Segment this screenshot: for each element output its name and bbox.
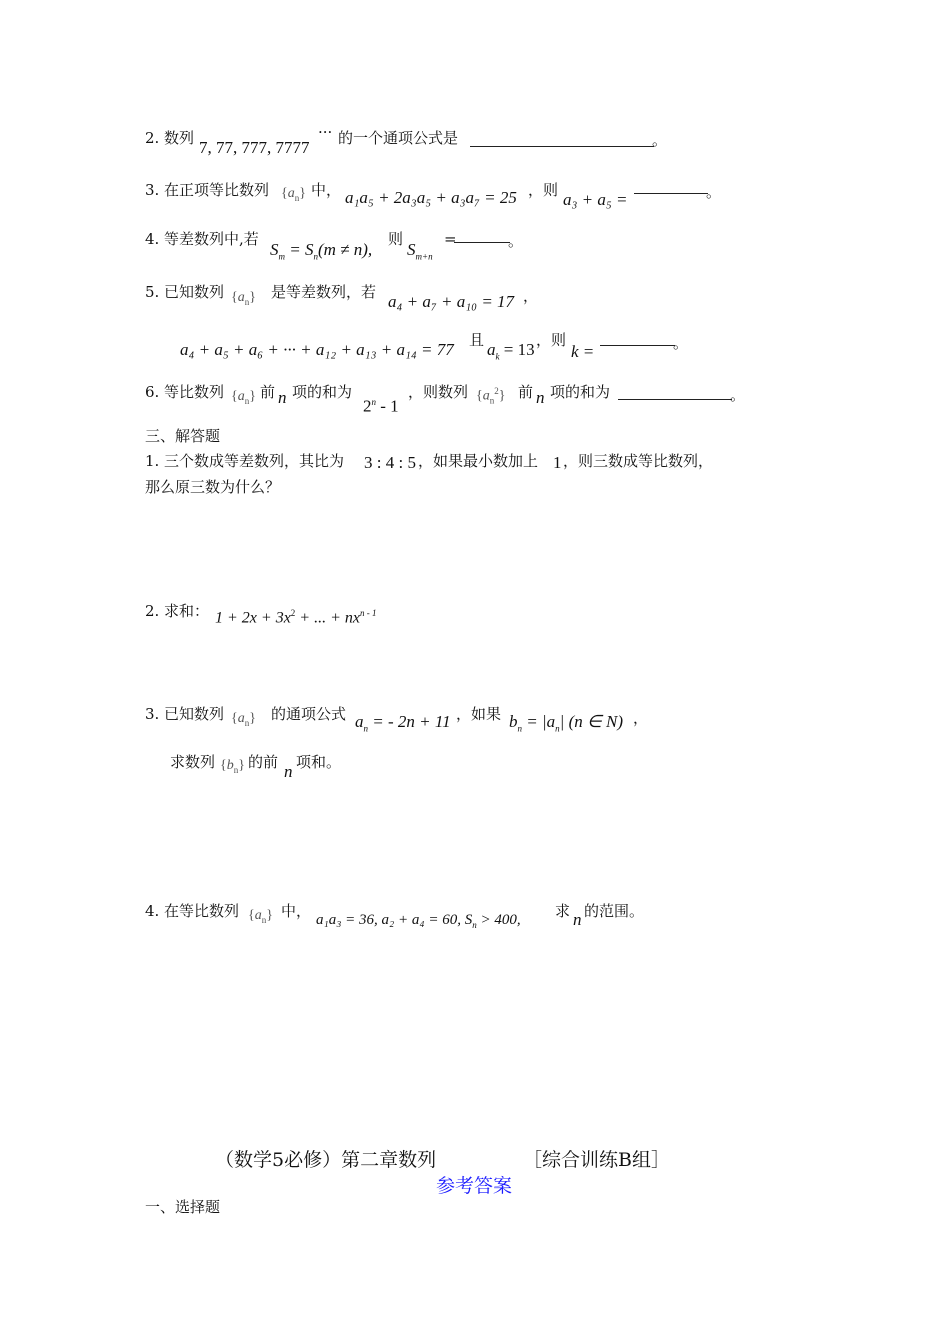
q3-target: a₃ + a₅ = [563, 190, 628, 209]
q6-number: 6. [145, 383, 160, 401]
p1-number: 1. [145, 452, 160, 470]
p3-label: 已知数列 [164, 705, 225, 723]
p3-n: n [284, 762, 293, 781]
q4-answer-blank [454, 242, 510, 243]
q5-mid: 是等差数列，若 [271, 283, 377, 301]
p3-formula: $a_n$ = - 2n + 11 [355, 712, 451, 734]
q3-then: ，则 [528, 181, 559, 199]
q5-label: 已知数列 [164, 283, 225, 301]
q2-sequence: 7, 77, 777, 7777 [199, 138, 310, 157]
p3-line2c: 项和。 [296, 753, 342, 771]
footer-group: ［综合训练B组］ [523, 1149, 670, 1171]
p4-end: 的范围。 [584, 902, 645, 920]
p3-line2b: 的前 [248, 753, 279, 771]
q2-number: 2. [145, 129, 160, 147]
q5-k: k = [571, 342, 595, 361]
p3-sequence-brace-2: $\{b_n\}$ [220, 758, 245, 775]
q2-answer-blank [470, 146, 654, 147]
footer-title: （数学5必修）第二章数列 [215, 1149, 437, 1171]
q5-ak: $a_k = 13$ [487, 340, 535, 362]
p3-end: ， [633, 709, 649, 727]
q3-answer-blank [634, 193, 708, 194]
p3-line2a: 求数列 [170, 753, 216, 771]
p4-n: n [573, 910, 582, 929]
p2-formula: $1 + 2x + 3x^2$ + ... + $nx^{n - 1}$ [215, 608, 377, 627]
q5-and: 且 [469, 331, 485, 349]
p3-comma: ，如果 [456, 705, 502, 723]
q4-end: 。 [508, 232, 524, 250]
p4-formula: a₁a₃ = 36, a₂ + a₄ = 60, $S_n > 400$, [316, 912, 521, 930]
p4-ask: 求 [555, 902, 571, 920]
q6-mid3: ，则数列 [408, 383, 469, 401]
q3-sequence-brace: $\{a_n\}$ [281, 186, 306, 203]
q6-mid1: 前 [260, 383, 276, 401]
q4-eq: = [444, 230, 457, 248]
q3-formula: a₁a₅ + 2a₃a₅ + a₃a₇ = 25 [345, 188, 517, 207]
q4-number: 4. [145, 230, 160, 248]
q6-n-2: n [536, 388, 545, 407]
q6-sequence-brace: $\{a_n\}$ [231, 389, 256, 406]
q6-answer-blank [618, 399, 732, 400]
q6-n: n [278, 388, 287, 407]
q3-label: 在正项等比数列 [164, 181, 270, 199]
answer-heading: 参考答案 [436, 1175, 513, 1197]
p1-line1c: ，则三数成等比数列， [563, 452, 714, 470]
p1-one: 1 [553, 453, 562, 472]
p4-mid: 中， [281, 902, 312, 920]
q6-sequence-brace-2: $\{a_n^2\}$ [476, 386, 506, 406]
q3-end: 。 [706, 183, 722, 201]
q4-target: $S_{m+n}$ [407, 240, 433, 262]
p4-label: 在等比数列 [164, 902, 240, 920]
p3-sequence-brace: $\{a_n\}$ [231, 711, 256, 728]
q6-label: 等比数列 [164, 383, 225, 401]
p1-ratio: 3 : 4 : 5 [364, 453, 416, 472]
q2-end: 。 [652, 131, 668, 149]
q5-then: ，则 [536, 331, 567, 349]
p2-number: 2. [145, 602, 160, 620]
section1-title: 一、选择题 [145, 1198, 221, 1216]
q6-sum: 2$^n$ - 1 [363, 396, 399, 416]
p2-label: 求和： [164, 602, 210, 620]
q6-end: 。 [730, 386, 746, 404]
q5-sequence-brace: $\{a_n\}$ [231, 290, 256, 307]
q4-then: 则 [388, 230, 404, 248]
p4-number: 4. [145, 902, 160, 920]
p3-number: 3. [145, 705, 160, 723]
q3-mid: 中， [311, 181, 342, 199]
q5-formula1: a₄ + a₇ + a₁₀ = 17 [388, 292, 515, 311]
q5-end: 。 [673, 334, 689, 352]
q2-text: 的一个通项公式是 [338, 129, 459, 147]
p1-line2: 那么原三数为什么？ [145, 478, 281, 496]
section3-title: 三、解答题 [145, 427, 221, 445]
q5-number: 5. [145, 283, 160, 301]
p4-sequence-brace: $\{a_n\}$ [248, 908, 273, 925]
p1-line1b: ，如果最小数加上 [418, 452, 539, 470]
q6-mid5: 项的和为 [550, 383, 611, 401]
q5-comma: ， [523, 287, 539, 305]
q6-mid2: 项的和为 [292, 383, 353, 401]
q6-mid4: 前 [518, 383, 534, 401]
q4-label: 等差数列中,若 [164, 230, 259, 248]
q4-formula: $S_m = S_n(m \ne n)$, [270, 240, 373, 262]
q2-label: 数列 [164, 129, 195, 147]
q5-formula2: a₄ + a₅ + a₆ + ··· + a₁₂ + a₁₃ + a₁₄ = 77 [180, 340, 454, 359]
q3-number: 3. [145, 181, 160, 199]
q2-ellipsis: ··· [318, 123, 333, 141]
q5-answer-blank [600, 345, 675, 346]
p1-line1a: 三个数成等差数列，其比为 [164, 452, 345, 470]
p3-b-formula: $b_n = |a_n|$ (n ∈ N) [509, 712, 624, 734]
p3-mid: 的通项公式 [271, 705, 347, 723]
